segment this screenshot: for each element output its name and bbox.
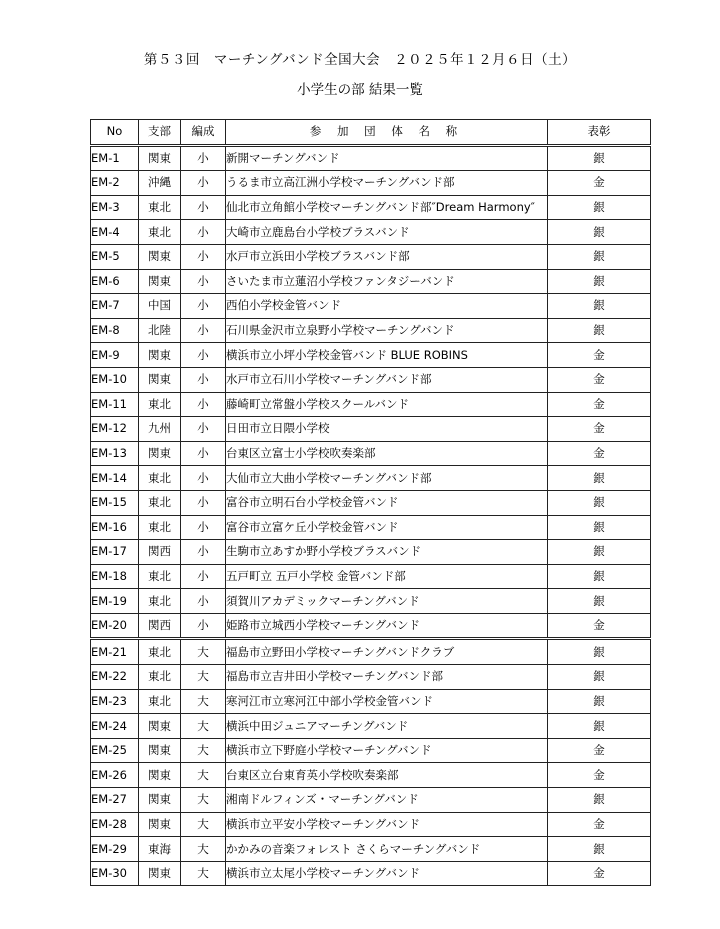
table-row bbox=[91, 665, 651, 690]
cell-branch: 関東 bbox=[139, 812, 181, 837]
cell-no: EM-20 bbox=[91, 613, 139, 639]
cell-no: EM-25 bbox=[91, 738, 139, 763]
cell-branch: 東北 bbox=[139, 665, 181, 690]
cell-class: 大 bbox=[181, 812, 226, 837]
cell-branch: 東北 bbox=[139, 220, 181, 245]
cell-branch: 関東 bbox=[139, 861, 181, 886]
cell-award: 銀 bbox=[548, 837, 651, 862]
cell-no: EM-5 bbox=[91, 244, 139, 269]
cell-no: EM-19 bbox=[91, 589, 139, 614]
cell-name: うるま市立高江洲小学校マーチングバンド部 bbox=[226, 171, 548, 196]
table-row bbox=[91, 589, 651, 614]
cell-class: 大 bbox=[181, 639, 226, 665]
table-row bbox=[91, 220, 651, 245]
cell-branch: 東北 bbox=[139, 490, 181, 515]
column-header-branch: 支部 bbox=[139, 120, 181, 146]
table-row bbox=[91, 269, 651, 294]
cell-name: 台東区立富士小学校吹奏楽部 bbox=[226, 441, 548, 466]
cell-award: 金 bbox=[548, 738, 651, 763]
table-row bbox=[91, 171, 651, 196]
cell-class: 小 bbox=[181, 515, 226, 540]
cell-name: 水戸市立浜田小学校ブラスバンド部 bbox=[226, 244, 548, 269]
cell-name: 大仙市立大曲小学校マーチングバンド部 bbox=[226, 466, 548, 491]
cell-branch: 北陸 bbox=[139, 318, 181, 343]
cell-no: EM-22 bbox=[91, 665, 139, 690]
cell-no: EM-14 bbox=[91, 466, 139, 491]
cell-award: 銀 bbox=[548, 714, 651, 739]
cell-class: 小 bbox=[181, 244, 226, 269]
table-row bbox=[91, 392, 651, 417]
column-header-award: 表彰 bbox=[548, 120, 651, 146]
cell-no: EM-11 bbox=[91, 392, 139, 417]
table-row bbox=[91, 714, 651, 739]
cell-class: 大 bbox=[181, 738, 226, 763]
cell-name: 富谷市立富ケ丘小学校金管バンド bbox=[226, 515, 548, 540]
cell-branch: 関東 bbox=[139, 763, 181, 788]
cell-branch: 関東 bbox=[139, 441, 181, 466]
cell-award: 銀 bbox=[548, 294, 651, 319]
cell-name: かかみの音楽フォレスト さくらマーチングバンド bbox=[226, 837, 548, 862]
cell-branch: 東北 bbox=[139, 392, 181, 417]
cell-name: 五戸町立 五戸小学校 金管バンド部 bbox=[226, 564, 548, 589]
cell-award: 銀 bbox=[548, 244, 651, 269]
cell-award: 銀 bbox=[548, 639, 651, 665]
cell-branch: 九州 bbox=[139, 417, 181, 442]
cell-class: 小 bbox=[181, 269, 226, 294]
cell-class: 小 bbox=[181, 466, 226, 491]
cell-no: EM-15 bbox=[91, 490, 139, 515]
cell-name: さいたま市立蓮沼小学校ファンタジーバンド bbox=[226, 269, 548, 294]
table-row bbox=[91, 417, 651, 442]
cell-branch: 東北 bbox=[139, 515, 181, 540]
cell-name: 横浜市立平安小学校マーチングバンド bbox=[226, 812, 548, 837]
cell-name: 福島市立吉井田小学校マーチングバンド部 bbox=[226, 665, 548, 690]
cell-class: 小 bbox=[181, 145, 226, 171]
cell-no: EM-17 bbox=[91, 540, 139, 565]
cell-name: 富谷市立明石台小学校金管バンド bbox=[226, 490, 548, 515]
cell-no: EM-4 bbox=[91, 220, 139, 245]
cell-award: 金 bbox=[548, 861, 651, 886]
table-row bbox=[91, 788, 651, 813]
cell-class: 小 bbox=[181, 564, 226, 589]
cell-name: 寒河江市立寒河江中部小学校金管バンド bbox=[226, 689, 548, 714]
cell-award: 金 bbox=[548, 812, 651, 837]
cell-award: 銀 bbox=[548, 540, 651, 565]
cell-branch: 関西 bbox=[139, 540, 181, 565]
cell-award: 銀 bbox=[548, 689, 651, 714]
cell-class: 大 bbox=[181, 665, 226, 690]
cell-branch: 関東 bbox=[139, 714, 181, 739]
cell-class: 小 bbox=[181, 392, 226, 417]
table-row bbox=[91, 244, 651, 269]
cell-name: 台東区立台東育英小学校吹奏楽部 bbox=[226, 763, 548, 788]
cell-no: EM-3 bbox=[91, 195, 139, 220]
cell-branch: 関東 bbox=[139, 244, 181, 269]
cell-name: 姫路市立城西小学校マーチングバンド bbox=[226, 613, 548, 639]
cell-no: EM-7 bbox=[91, 294, 139, 319]
table-body bbox=[91, 145, 651, 886]
cell-class: 小 bbox=[181, 367, 226, 392]
table-row bbox=[91, 861, 651, 886]
document-title: 第５３回 マーチングバンド全国大会 ２０２５年１２月６日（土） bbox=[143, 52, 577, 68]
cell-branch: 東北 bbox=[139, 195, 181, 220]
cell-no: EM-18 bbox=[91, 564, 139, 589]
cell-branch: 東北 bbox=[139, 564, 181, 589]
cell-no: EM-8 bbox=[91, 318, 139, 343]
cell-class: 大 bbox=[181, 763, 226, 788]
cell-no: EM-13 bbox=[91, 441, 139, 466]
table-row bbox=[91, 195, 651, 220]
results-table bbox=[90, 119, 651, 886]
table-row bbox=[91, 613, 651, 639]
table-row bbox=[91, 763, 651, 788]
table-row bbox=[91, 145, 651, 171]
table-row bbox=[91, 490, 651, 515]
cell-class: 小 bbox=[181, 490, 226, 515]
cell-no: EM-26 bbox=[91, 763, 139, 788]
document-subtitle: 小学生の部 結果一覧 bbox=[297, 82, 423, 98]
cell-name: 横浜中田ジュニアマーチングバンド bbox=[226, 714, 548, 739]
table-row bbox=[91, 738, 651, 763]
cell-no: EM-12 bbox=[91, 417, 139, 442]
table-row bbox=[91, 837, 651, 862]
cell-no: EM-23 bbox=[91, 689, 139, 714]
column-header-class: 編成 bbox=[181, 120, 226, 146]
cell-name: 生駒市立あすか野小学校ブラスバンド bbox=[226, 540, 548, 565]
cell-branch: 関東 bbox=[139, 145, 181, 171]
cell-name: 水戸市立石川小学校マーチングバンド部 bbox=[226, 367, 548, 392]
table-header-row bbox=[91, 120, 651, 146]
cell-branch: 中国 bbox=[139, 294, 181, 319]
cell-award: 銀 bbox=[548, 490, 651, 515]
table-row bbox=[91, 367, 651, 392]
cell-no: EM-27 bbox=[91, 788, 139, 813]
cell-branch: 関西 bbox=[139, 613, 181, 639]
cell-no: EM-29 bbox=[91, 837, 139, 862]
cell-name: 日田市立日隈小学校 bbox=[226, 417, 548, 442]
table-row bbox=[91, 689, 651, 714]
cell-no: EM-16 bbox=[91, 515, 139, 540]
cell-no: EM-6 bbox=[91, 269, 139, 294]
cell-award: 銀 bbox=[548, 466, 651, 491]
cell-class: 小 bbox=[181, 294, 226, 319]
table-row bbox=[91, 515, 651, 540]
column-header-no: No bbox=[91, 120, 139, 146]
cell-no: EM-2 bbox=[91, 171, 139, 196]
cell-name: 須賀川アカデミックマーチングバンド bbox=[226, 589, 548, 614]
cell-name: 仙北市立角館小学校マーチングバンド部″Dream Harmony″ bbox=[226, 195, 548, 220]
cell-no: EM-1 bbox=[91, 145, 139, 171]
cell-branch: 東北 bbox=[139, 639, 181, 665]
cell-award: 銀 bbox=[548, 665, 651, 690]
cell-award: 銀 bbox=[548, 269, 651, 294]
cell-class: 大 bbox=[181, 837, 226, 862]
cell-class: 小 bbox=[181, 417, 226, 442]
cell-class: 大 bbox=[181, 689, 226, 714]
table-row bbox=[91, 540, 651, 565]
table-row bbox=[91, 343, 651, 368]
cell-award: 銀 bbox=[548, 145, 651, 171]
cell-no: EM-10 bbox=[91, 367, 139, 392]
cell-award: 金 bbox=[548, 417, 651, 442]
cell-no: EM-30 bbox=[91, 861, 139, 886]
cell-name: 西伯小学校金管バンド bbox=[226, 294, 548, 319]
table-row bbox=[91, 466, 651, 491]
cell-class: 小 bbox=[181, 220, 226, 245]
cell-class: 小 bbox=[181, 613, 226, 639]
cell-award: 金 bbox=[548, 763, 651, 788]
cell-branch: 東北 bbox=[139, 589, 181, 614]
cell-branch: 東北 bbox=[139, 689, 181, 714]
table-row bbox=[91, 639, 651, 665]
cell-name: 新開マーチングバンド bbox=[226, 145, 548, 171]
cell-name: 藤崎町立常盤小学校スクールバンド bbox=[226, 392, 548, 417]
cell-award: 金 bbox=[548, 367, 651, 392]
cell-name: 横浜市立太尾小学校マーチングバンド bbox=[226, 861, 548, 886]
cell-award: 銀 bbox=[548, 564, 651, 589]
cell-award: 金 bbox=[548, 441, 651, 466]
cell-class: 小 bbox=[181, 441, 226, 466]
cell-class: 小 bbox=[181, 343, 226, 368]
cell-class: 小 bbox=[181, 540, 226, 565]
cell-name: 横浜市立小坪小学校金管バンド BLUE ROBINS bbox=[226, 343, 548, 368]
cell-award: 金 bbox=[548, 343, 651, 368]
cell-name: 大崎市立鹿島台小学校ブラスバンド bbox=[226, 220, 548, 245]
cell-award: 銀 bbox=[548, 195, 651, 220]
table-row bbox=[91, 294, 651, 319]
table-row bbox=[91, 812, 651, 837]
table-row bbox=[91, 441, 651, 466]
cell-class: 小 bbox=[181, 195, 226, 220]
column-header-name: 参 加 団 体 名 称 bbox=[226, 120, 548, 146]
cell-name: 石川県金沢市立泉野小学校マーチングバンド bbox=[226, 318, 548, 343]
cell-class: 大 bbox=[181, 714, 226, 739]
cell-class: 大 bbox=[181, 861, 226, 886]
table-row bbox=[91, 318, 651, 343]
cell-award: 金 bbox=[548, 392, 651, 417]
cell-class: 小 bbox=[181, 318, 226, 343]
cell-name: 福島市立野田小学校マーチングバンドクラブ bbox=[226, 639, 548, 665]
cell-award: 金 bbox=[548, 171, 651, 196]
cell-award: 銀 bbox=[548, 318, 651, 343]
cell-class: 小 bbox=[181, 589, 226, 614]
cell-name: 湘南ドルフィンズ・マーチングバンド bbox=[226, 788, 548, 813]
cell-class: 大 bbox=[181, 788, 226, 813]
cell-branch: 関東 bbox=[139, 738, 181, 763]
cell-name: 横浜市立下野庭小学校マーチングバンド bbox=[226, 738, 548, 763]
cell-class: 小 bbox=[181, 171, 226, 196]
cell-branch: 東海 bbox=[139, 837, 181, 862]
cell-no: EM-24 bbox=[91, 714, 139, 739]
cell-award: 金 bbox=[548, 613, 651, 639]
cell-branch: 関東 bbox=[139, 367, 181, 392]
table-row bbox=[91, 564, 651, 589]
cell-award: 銀 bbox=[548, 788, 651, 813]
cell-branch: 東北 bbox=[139, 466, 181, 491]
cell-no: EM-9 bbox=[91, 343, 139, 368]
cell-award: 銀 bbox=[548, 515, 651, 540]
cell-no: EM-21 bbox=[91, 639, 139, 665]
cell-award: 銀 bbox=[548, 220, 651, 245]
cell-branch: 関東 bbox=[139, 788, 181, 813]
cell-branch: 関東 bbox=[139, 343, 181, 368]
cell-branch: 関東 bbox=[139, 269, 181, 294]
cell-no: EM-28 bbox=[91, 812, 139, 837]
cell-award: 銀 bbox=[548, 589, 651, 614]
cell-branch: 沖縄 bbox=[139, 171, 181, 196]
